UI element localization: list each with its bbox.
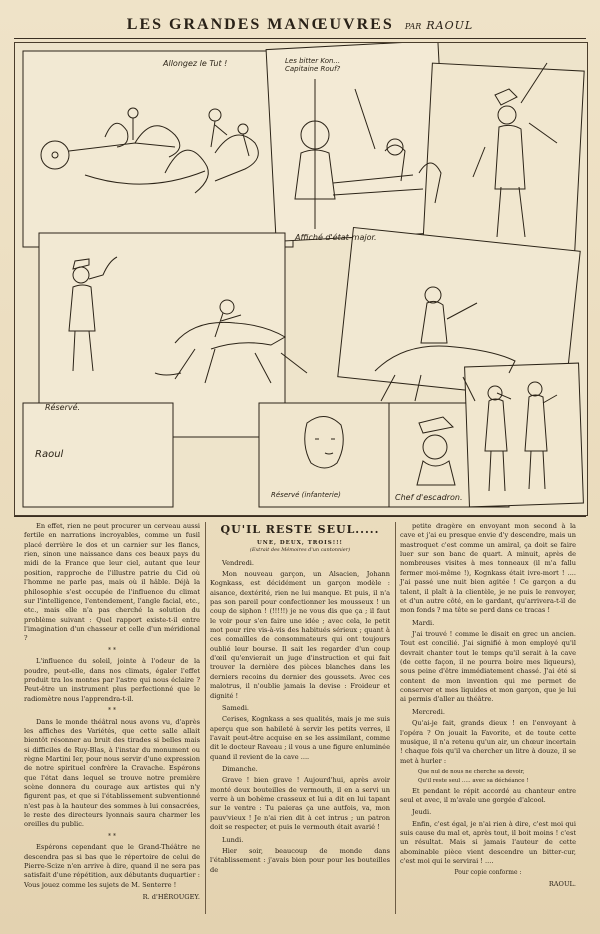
col1-paragraph: Espérons cependant que le Grand-Théâtre ne descendra pas si bas que le répertoire de celui de Pierre-Scize n'en arrive à dire, quand il ne sera pas satisfait d'une répétition, aux débutants duquartier : Vous jouez comme les sujets de M. Senterre !: [24, 843, 200, 889]
caption-top-left: Allongez le Tut !: [163, 59, 228, 68]
column-right: [400, 522, 576, 889]
page-title: LES GRANDES MANŒUVRES: [126, 16, 394, 33]
col3-signature: RAOUL.: [548, 879, 576, 888]
section-rule: [14, 516, 586, 517]
col1-signature: R. d'HÉROUGEY.: [142, 893, 200, 902]
column-rule-2: [395, 522, 396, 914]
caption-middle: Affiché d'état-major.: [295, 233, 377, 242]
col3-paragraph: J'ai trouvé ! comme le disait en grec un ancien. Tout est concilié. J'ai signifié à mon employé qu'il devrait chanter tout le temps qu'il serait à la cave (de cette façon, il ne pourra boire mes liqueurs), sous peine d'être immédiatement chassé. J'ai été si content de mon invention qui me permet de conserver et mes liquides et mon garçon, que je lui ai permis d'aller au théâtre.: [400, 629, 576, 704]
col1-paragraph: En effet, rien ne peut procurer un cerveau aussi fertile en narrations incroyables, comme un fusil placé derrière le dos et un carnier sur les flancs, rien, sinon une naissance dans ces beaux pays du midi de la France que leur ciel, autant que leur position, rapproche de l'illustre patrie du Cid où l'homme ne parle pas, mais où il hâble. Déjà la philosophie s'est occupée de l'influence du climat sur l'intelligence, l'entendement, l'angle facial, etc., etc., mais elle n'a pas cherché la solution du problème suivant : Quel rapport existe-t-il entre l'imagination d'un chasseur et celle d'un méridional ?: [24, 522, 200, 643]
verse-line: Qu'il reste seul ..... avec sa déchéance !: [418, 777, 529, 784]
caption-left-mid: Réservé.: [45, 403, 81, 412]
header-rule: [14, 38, 586, 39]
illustration-sketches: [15, 43, 587, 515]
day-heading: Lundi.: [222, 835, 244, 844]
column-center: [210, 522, 390, 878]
col3-paragraph: Qu'ai-je fait, grands dieux ! en l'envoyant à l'opéra ? On jouait la Favorite, et de toute cette musique, il n'a retenu qu'un air, un chœur incertain ! chaque fois qu'il va chercher un litre à douze, il se met à hurler :: [400, 719, 576, 765]
title-author: RAOUL: [426, 19, 474, 32]
story-title: QU'IL RESTE SEUL.....: [220, 523, 380, 536]
col2-paragraph: Cerises, Kognkass a ses qualités, mais je me suis aperçu que son habileté à servir les petits verres, il l'avait peut-être acquise en se les assimilant, comme dit le docteur Raveau ; il vous a une figure enluminée quand il revient de la cave ....: [210, 715, 390, 761]
column-left: [24, 522, 200, 902]
col3-note: Pour copie conforme :: [454, 869, 522, 877]
col3-paragraph: Et pendant le répit accordé au chanteur entre seul et avec, il m'avale une gorgée d'alcool.: [400, 786, 576, 804]
page-header: [12, 14, 588, 44]
panel-artillery: [23, 51, 293, 247]
col2-paragraph: Hier soir, beaucoup de monde dans l'établissement : j'avais bien pour pour les bouteilles de: [210, 846, 390, 874]
col2-paragraph: Mon nouveau garçon, un Alsacien, Johann Kognkass, est décidément un garçon modèle : aisance, dextérité, rien ne lui manque. Et puis, il n'a pas son pareil pour confectionner les mousseux ! un coup de siphon ! (!!!!!) je ne vous dis que ça ; il faut le voir pour s'en faire une idée ; avec cela, le petit mot pour rire vis-à-vis des habitués sérieux ; quant à ces comaïlles de consommateurs qui ont toujours oublié leur bourse. Il sait les regarder d'un coup d'œil qu'envierait un juge d'instruction et qui fait trouver la dernière des pièces blanches dans les derniers recoins du dernier des goussets. Avec ces malotrus, il n'oublie jamais la devise : Froideur et dignité !: [210, 569, 390, 700]
col1-stars: * *: [108, 706, 116, 714]
caption-bottom-mid: Réservé (infanterie): [271, 491, 341, 499]
day-heading: Mercredi.: [412, 707, 445, 716]
illustration-frame: [14, 42, 588, 516]
caption-bottom-left: Raoul: [35, 449, 64, 460]
col2-paragraph: Grave ! bien grave ! Aujourd'hui, après avoir monté deux bouteilles de vermouth, il en a servi un verre à un bohème crasseux et lui a dit en lui tapant sur le ventre : Tu paieras ça une autfois, va, mon pauv'vieux ! Je n'ai rien dit à cet intrus ; un patron doit se respecter, et puis le vermouth était avarié !: [210, 776, 390, 832]
day-heading: Dimanche.: [222, 765, 258, 774]
column-rule-1: [205, 522, 206, 914]
col3-paragraph: Enfin, c'est égal, je n'ai rien à dire, c'est moi qui suis cause du mal et, après tout, il boit moins ! c'est un résultat. Mais si jamais l'auteur de cette abominable pièce vient descendre un bitter-cur, c'est moi qui le servirai ! ....: [400, 819, 576, 866]
caption-top-center: Les bitter Kon... Capitaine Rouf?: [285, 57, 341, 73]
story-subtitle: UNE, DEUX, TROIS!!!: [257, 539, 343, 546]
day-heading: Vendredi.: [222, 558, 255, 567]
verse-line: Que nul de nous ne cherche sa devoir,: [418, 768, 525, 775]
day-heading: Mardi.: [412, 618, 435, 627]
day-heading: Jeudi.: [412, 808, 432, 817]
story-note: (Extrait des Mémoires d'un cantonnier): [249, 547, 351, 554]
col1-stars: * *: [108, 832, 116, 840]
day-heading: Samedi.: [222, 703, 250, 712]
col1-paragraph: L'influence du soleil, jointe à l'odeur de la poudre, peut-elle, dans nos climats, égaler l'effet produit tra los montes par l'astre qui nous éclaire ? Peut-être un instrument plus perfectionné que le radiomètre nous l'apprendra-t-il.: [24, 657, 200, 703]
panel-two-officers: [465, 363, 584, 507]
caption-bottom-right: Chef d'escadron.: [395, 493, 463, 502]
col1-stars: * *: [108, 646, 116, 654]
col1-paragraph: Dans le monde théâtral nous avons vu, d'après les affiches des Variétés, que cette salle allait bientôt résonner au bruit des tirades si belles mais si difficiles de Ruy-Blas, à l'instar du monument ou règne Martini Ier, pour nous servir d'une expression de notre spirituel confrère la Cravache. Espérons que l'état dans lequel se trouve notre première scène donnera du courage aux artistes qui n'y figurent pas, et que si l'établissement subventionné n'est pas à la hauteur des sommes à lui consacrées, le reste des directeurs lyonnais saura charmer les oreilles du public.: [24, 717, 200, 829]
title-par: PAR: [404, 22, 422, 31]
col3-paragraph: petite dragère en envoyant mon second à la cave et j'ai eu presque envie d'y descendre, mais un mastroquet c'est comme un amiral, ça doit se faire luer sur son banc de quart. A minuit, après de nombreuses visites à mes tonneaux (il m'a fallu fermer moi-même !), Kognkass était ivre-mort ! .... J'ai passé une nuit bien agitée ! Ce garçon a du talent, il plaît à la clientèle, je ne puis le renvoyer, et d'un autre côté, en le gardant, qu'arrivera-t-il de mon fonds ? ma tête se perd dans ce tracas !: [400, 522, 576, 615]
